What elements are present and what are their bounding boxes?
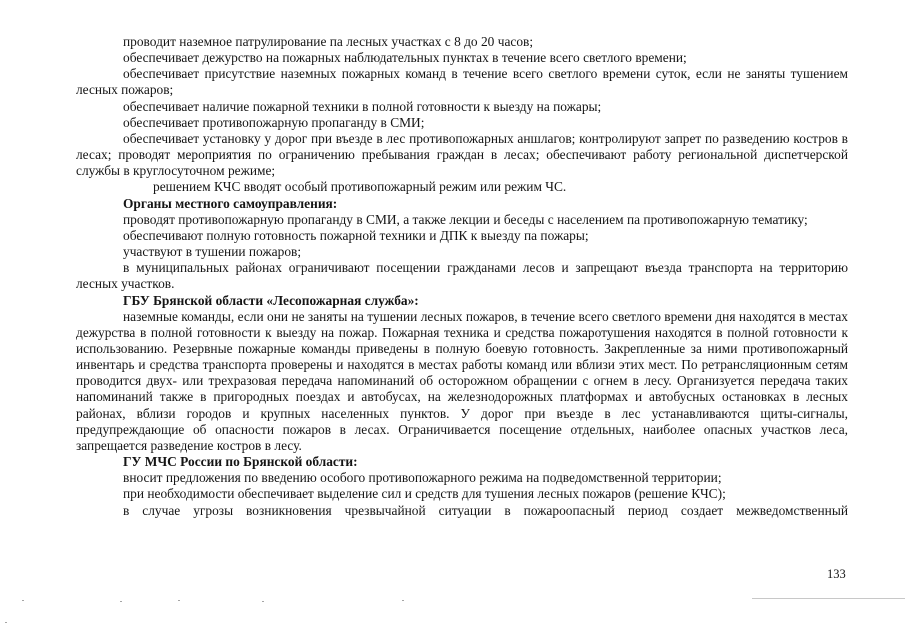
paragraph: обеспечивает дежурство на пожарных наблюдательных пунктах в течение всего светлого времени;: [123, 50, 687, 66]
paragraph: наземные команды, если они не заняты на тушении лесных пожаров, в течение всего светлого времени дня находятся в местах дежурства в полной готовности к выезду на пожар. Пожарная техника и средства пожаротушения находятся в полной готовности к использованию. Резервные пожарные команды приведены в полную боевую готовность. Закрепленные за ними противопожарный инвентарь и средства транспорта проверены и находятся в местах работы команд или вблизи этих мест. По ретрансляционным сетям проводится двух- или трехразовая передача напоминаний об осторожном обращении с огнем в лесу. Организуется передача таких напоминаний также в пригородных поездах и автобусах, на железнодорожных платформах и автобусных остановках в лесных районах, вблизи городов и крупных населенных пунктов. У дорог при въезде в лес устанавливаются щиты-сигналы, предупреждающие об опасности пожаров в лесах. Ограничивается посещение отдельных, наиболее опасных участков леса, запрещается разведение костров в лесу.: [76, 308, 848, 453]
paragraph: обеспечивают полную готовность пожарной техники и ДПК к выезду па пожары;: [123, 227, 589, 243]
document-page: [76, 34, 848, 519]
scan-artifact-speck: [262, 601, 264, 602]
paragraph: участвуют в тушении пожаров;: [123, 244, 302, 260]
scan-artifact-line: [752, 598, 905, 599]
paragraph: вносит предложения по введению особого противопожарного режима на подведомственной территории;: [123, 470, 722, 486]
paragraph: в случае угрозы возникновения чрезвычайной ситуации в пожароопасный период создает межведомственный: [123, 502, 848, 518]
paragraph: проводит наземное патрулирование па лесных участках с 8 до 20 часов;: [123, 34, 534, 49]
section-heading: ГУ МЧС России по Брянской области:: [123, 454, 358, 470]
scan-artifact-speck: [120, 601, 122, 602]
paragraph: обеспечивает наличие пожарной техники в полной готовности к выезду на пожары;: [123, 98, 602, 114]
section-heading: ГБУ Брянской области «Лесопожарная служба»:: [123, 292, 419, 308]
page-number: 133: [827, 567, 846, 581]
paragraph: обеспечивает установку у дорог при въезде в лес противопожарных аншлагов; контролируют запрет по разведению костров в лесах; проводят мероприятия по ограничению пребывания граждан в лесах; обеспечивают работу региональной диспетчерской службы в круглосуточном режиме;: [76, 130, 848, 179]
scan-artifact-speck: [402, 600, 404, 601]
paragraph: решением КЧС вводят особый противопожарный режим или режим ЧС.: [153, 179, 567, 195]
paragraph: проводят противопожарную пропаганду в СМИ, а также лекции и беседы с населением па противопожарную тематику;: [123, 211, 808, 227]
paragraph: обеспечивает противопожарную пропаганду в СМИ;: [123, 114, 425, 130]
scan-artifact-speck: [22, 600, 24, 601]
scan-artifact-speck: [178, 600, 180, 601]
scan-artifact-speck: [5, 622, 7, 623]
section-heading: Органы местного самоуправления:: [123, 195, 338, 211]
paragraph: в муниципальных районах ограничивают посещении гражданами лесов и запрещают въезда транспорта на территорию лесных участков.: [76, 260, 848, 292]
paragraph: при необходимости обеспечивает выделение сил и средств для тушения лесных пожаров (решение КЧС);: [123, 486, 726, 502]
paragraph: обеспечивает присутствие наземных пожарных команд в течение всего светлого времени суток, если не заняты тушением лесных пожаров;: [76, 66, 848, 98]
